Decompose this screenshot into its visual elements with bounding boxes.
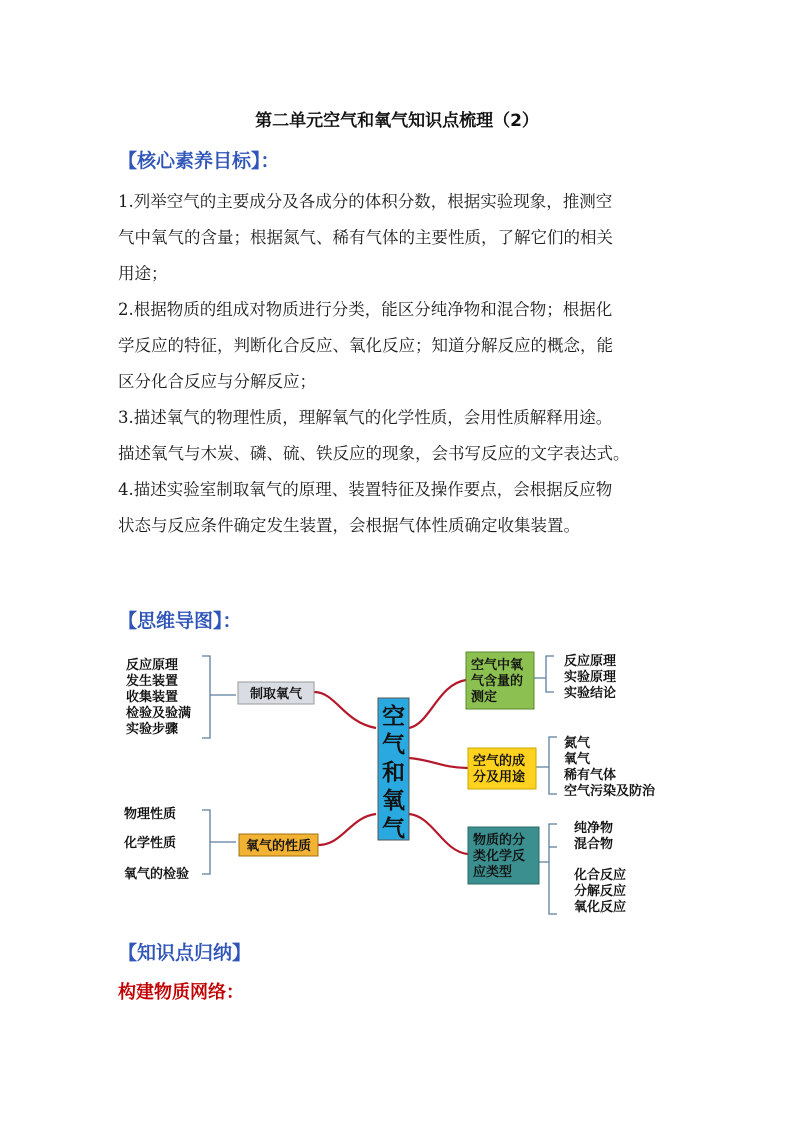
connector-measure	[409, 680, 466, 728]
goals-paragraph	[118, 184, 688, 544]
leaf-classify: 纯净物	[574, 821, 614, 836]
mind-map	[98, 642, 688, 924]
node-classify-label: 物质的分	[473, 833, 526, 848]
node-classify-label: 类化学反	[473, 849, 526, 864]
leaf-props: 物理性质	[124, 807, 177, 822]
bracket-measure	[534, 656, 554, 692]
leaf-classify: 化合反应	[574, 868, 627, 883]
leaf-measure: 反应原理	[564, 654, 617, 669]
network-label: 构建物质网络：	[118, 982, 244, 1003]
connector-classify	[409, 814, 468, 854]
leaf-composition: 氮气	[564, 736, 591, 751]
node-composition-label: 空气的成	[473, 754, 526, 769]
node-measure-label: 气含量的	[471, 674, 524, 689]
leaf-classify: 氧化反应	[574, 900, 627, 915]
node-measure-label: 空气中氧	[471, 658, 524, 673]
connector-prep	[314, 692, 376, 728]
node-prep-label: 制取氧气	[249, 687, 303, 702]
center-char: 气	[382, 732, 405, 758]
leaf-prep: 实验步骤	[126, 722, 179, 737]
goal-line: 学反应的特征，判断化合反应、氧化反应；知道分解反应的概念，能	[118, 336, 613, 355]
leaf-classify: 混合物	[574, 837, 614, 852]
leaf-composition: 空气污染及防治	[564, 784, 656, 799]
goal-line: 用途；	[118, 264, 168, 283]
node-composition-label: 分及用途	[473, 770, 526, 785]
goal-line: 状态与反应条件确定发生装置，会根据气体性质确定收集装置。	[118, 516, 580, 535]
bracket-classify	[539, 824, 557, 914]
leaf-composition: 氧气	[564, 752, 591, 767]
leaf-prep: 反应原理	[126, 658, 179, 673]
bracket-composition	[536, 737, 557, 794]
leaf-measure: 实验结论	[564, 686, 617, 701]
goal-line: 1.列举空气的主要成分及各成分的体积分数，根据实验现象，推测空	[118, 192, 613, 211]
connector-props	[318, 814, 376, 845]
leaf-props: 化学性质	[124, 836, 177, 851]
center-char: 空	[382, 704, 405, 730]
goal-line: 2.根据物质的组成对物质进行分类，能区分纯净物和混合物；根据化	[118, 300, 613, 319]
bracket-props	[202, 810, 236, 874]
leaf-prep: 收集装置	[126, 690, 179, 705]
leaf-prep: 检验及验满	[126, 706, 192, 721]
knowledge-heading: 【知识点归纳】	[118, 942, 252, 964]
goal-line: 区分化合反应与分解反应；	[118, 372, 316, 391]
leaf-composition: 稀有气体	[564, 768, 617, 783]
goal-line: 描述氧气与木炭、磷、硫、铁反应的现象，会书写反应的文字表达式。	[118, 444, 630, 463]
bracket-prep	[202, 656, 236, 738]
goal-line: 气中氧气的含量；根据氮气、稀有气体的主要性质，了解它们的相关	[118, 228, 613, 247]
page-title: 第二单元空气和氧气知识点梳理（2）	[255, 111, 539, 131]
center-char: 氧	[382, 788, 405, 814]
node-measure-label: 测定	[471, 690, 498, 705]
goal-line: 4.描述实验室制取氧气的原理、装置特征及操作要点，会根据反应物	[118, 480, 613, 499]
center-char: 和	[382, 760, 405, 786]
goals-heading: 【核心素养目标】：	[118, 150, 280, 172]
leaf-props: 氧气的检验	[124, 867, 190, 882]
mindmap-heading: 【思维导图】：	[118, 610, 242, 632]
node-classify-label: 应类型	[473, 865, 513, 880]
center-char: 气	[382, 816, 405, 842]
leaf-measure: 实验原理	[564, 670, 617, 685]
node-props-label: 氧气的性质	[245, 839, 312, 854]
connector-composition	[409, 758, 468, 768]
leaf-classify: 分解反应	[574, 884, 627, 899]
goal-line: 3.描述氧气的物理性质，理解氧气的化学性质，会用性质解释用途。	[118, 408, 613, 427]
leaf-prep: 发生装置	[126, 674, 179, 689]
